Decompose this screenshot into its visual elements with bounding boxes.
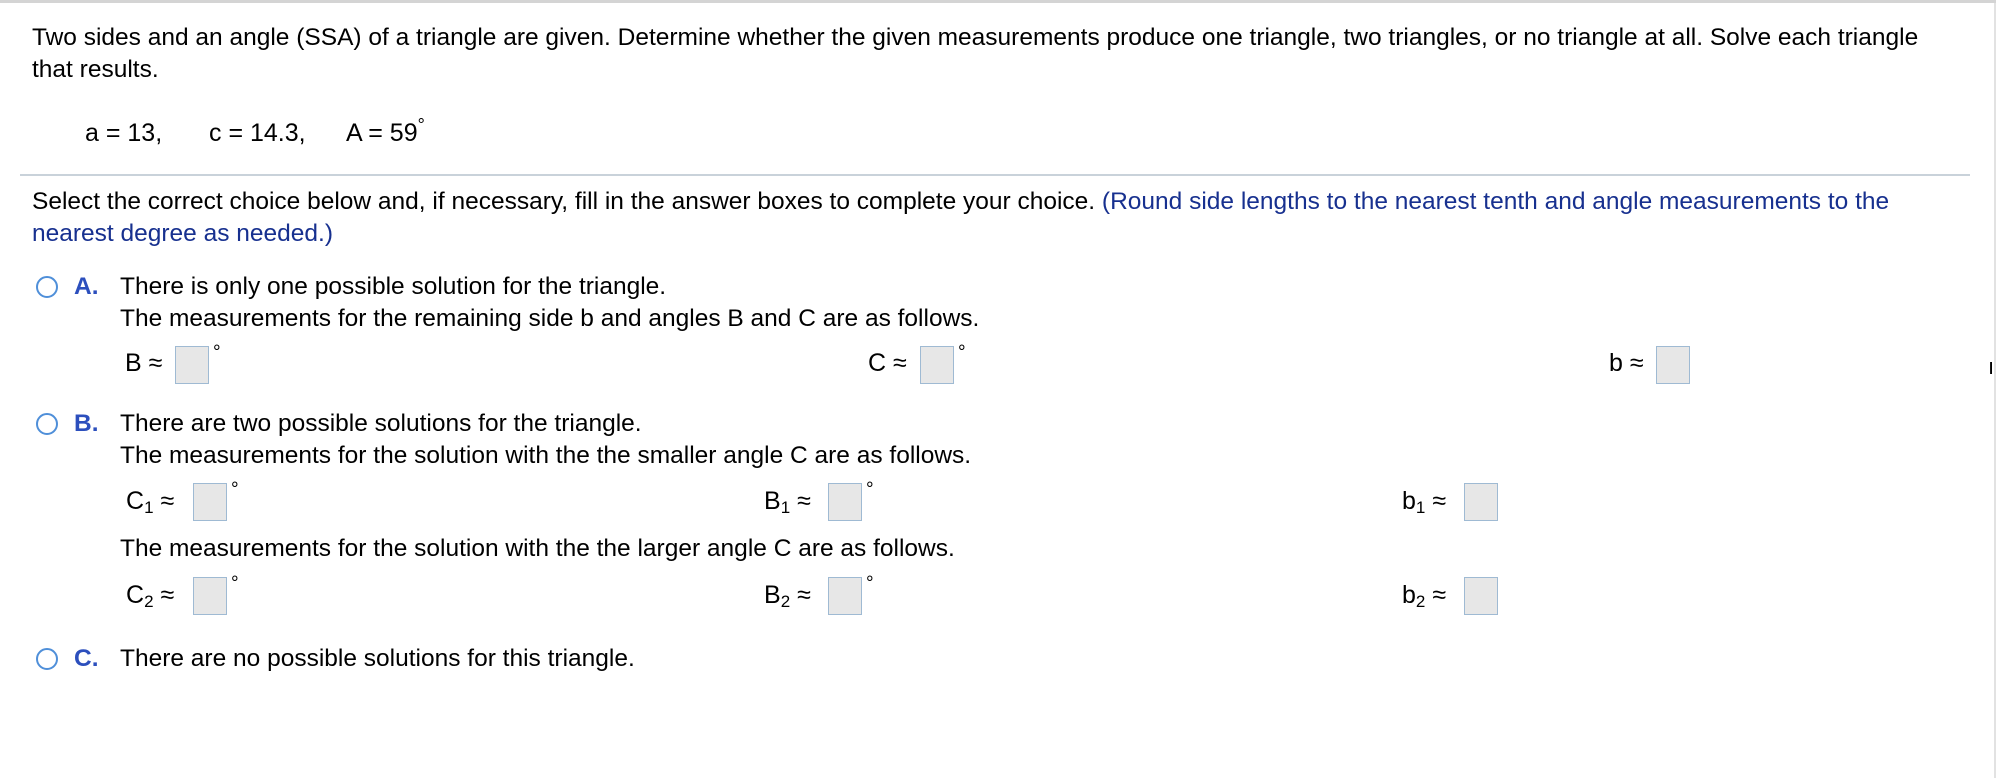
option-b-C1-label bbox=[126, 486, 174, 517]
option-a-radio[interactable] bbox=[36, 276, 58, 298]
option-a-line1: There is only one possible solution for the triangle. bbox=[120, 273, 667, 300]
option-a-b-input[interactable] bbox=[1656, 346, 1690, 384]
rounding-hint: (Round side lengths to the nearest tenth and angle measurements to the nearest degree as needed.) bbox=[32, 188, 1890, 247]
option-b-B1-input[interactable] bbox=[828, 483, 862, 521]
option-b-C1-input[interactable] bbox=[193, 483, 227, 521]
option-b-B2-input[interactable] bbox=[828, 577, 862, 615]
section-divider bbox=[20, 174, 1970, 176]
B2-base: B bbox=[764, 581, 781, 609]
given-c: c = 14.3, bbox=[209, 119, 306, 147]
option-b-b1-label bbox=[1402, 486, 1446, 517]
option-c-line1: There are no possible solutions for this triangle. bbox=[120, 645, 635, 672]
C1-approx: ≈ bbox=[160, 487, 175, 515]
B2-approx: ≈ bbox=[797, 581, 811, 609]
instructions bbox=[32, 186, 1952, 249]
C2-approx: ≈ bbox=[160, 581, 175, 609]
option-b-line3: The measurements for the solution with the the larger angle C are as follows. bbox=[120, 535, 955, 562]
C1-subscript: 1 bbox=[144, 498, 154, 517]
b2-base: b bbox=[1402, 581, 1416, 609]
b1-base: b bbox=[1402, 487, 1416, 515]
option-b-b2-input[interactable] bbox=[1464, 577, 1498, 615]
option-b-C2-degree: ° bbox=[231, 573, 239, 594]
C2-subscript: 2 bbox=[144, 592, 154, 611]
option-b-line2: The measurements for the solution with the the smaller angle C are as follows. bbox=[120, 442, 972, 469]
given-angle-A bbox=[346, 116, 425, 150]
b1-subscript: 1 bbox=[1415, 498, 1426, 517]
option-a-B-degree: ° bbox=[213, 342, 221, 363]
option-a-B-input[interactable] bbox=[175, 346, 209, 384]
option-a-C-degree: ° bbox=[958, 342, 966, 363]
option-a-B-label: B ≈ bbox=[125, 349, 163, 377]
option-a-C-input[interactable] bbox=[920, 346, 954, 384]
option-c-letter[interactable]: C. bbox=[74, 645, 99, 672]
B1-approx: ≈ bbox=[797, 487, 811, 515]
given-angle-A-degree: ° bbox=[417, 115, 425, 135]
option-b-C2-label bbox=[126, 580, 174, 611]
option-c-radio[interactable] bbox=[36, 648, 58, 670]
option-b-B2-label bbox=[764, 580, 811, 611]
given-a: a = 13, bbox=[85, 119, 163, 147]
option-b-b2-label bbox=[1402, 580, 1446, 611]
edge-glyph: ı bbox=[1988, 354, 1995, 379]
C1-base: C bbox=[126, 487, 145, 515]
C2-base: C bbox=[126, 581, 145, 609]
option-a-line2: The measurements for the remaining side b and angles B and C are as follows. bbox=[120, 305, 980, 332]
problem-prompt: Two sides and an angle (SSA) of a triangle are given. Determine whether the given measurements produce one triangle, two triangles, or no triangle at all. Solve each triangle that results. bbox=[32, 24, 1919, 83]
option-a-b-label: b ≈ bbox=[1609, 349, 1644, 377]
option-b-B2-degree: ° bbox=[866, 573, 874, 594]
b2-approx: ≈ bbox=[1432, 581, 1447, 609]
option-b-B1-degree: ° bbox=[866, 479, 874, 500]
option-b-B1-label bbox=[764, 486, 811, 517]
option-b-letter[interactable]: B. bbox=[74, 410, 99, 437]
top-border bbox=[0, 0, 1996, 3]
option-b-line1: There are two possible solutions for the triangle. bbox=[120, 410, 642, 437]
b1-approx: ≈ bbox=[1432, 487, 1447, 515]
option-b-C2-input[interactable] bbox=[193, 577, 227, 615]
instructions-text: Select the correct choice below and, if necessary, fill in the answer boxes to complete your choice. bbox=[32, 188, 1096, 215]
option-b-C1-degree: ° bbox=[231, 479, 239, 500]
given-angle-A-value: A = 59 bbox=[346, 119, 418, 147]
option-a-letter[interactable]: A. bbox=[74, 273, 99, 300]
b2-subscript: 2 bbox=[1415, 592, 1426, 611]
B2-subscript: 2 bbox=[780, 592, 791, 611]
option-a-C-label: C ≈ bbox=[868, 349, 907, 377]
option-b-radio[interactable] bbox=[36, 413, 58, 435]
B1-subscript: 1 bbox=[780, 498, 791, 517]
B1-base: B bbox=[764, 487, 781, 515]
option-b-b1-input[interactable] bbox=[1464, 483, 1498, 521]
